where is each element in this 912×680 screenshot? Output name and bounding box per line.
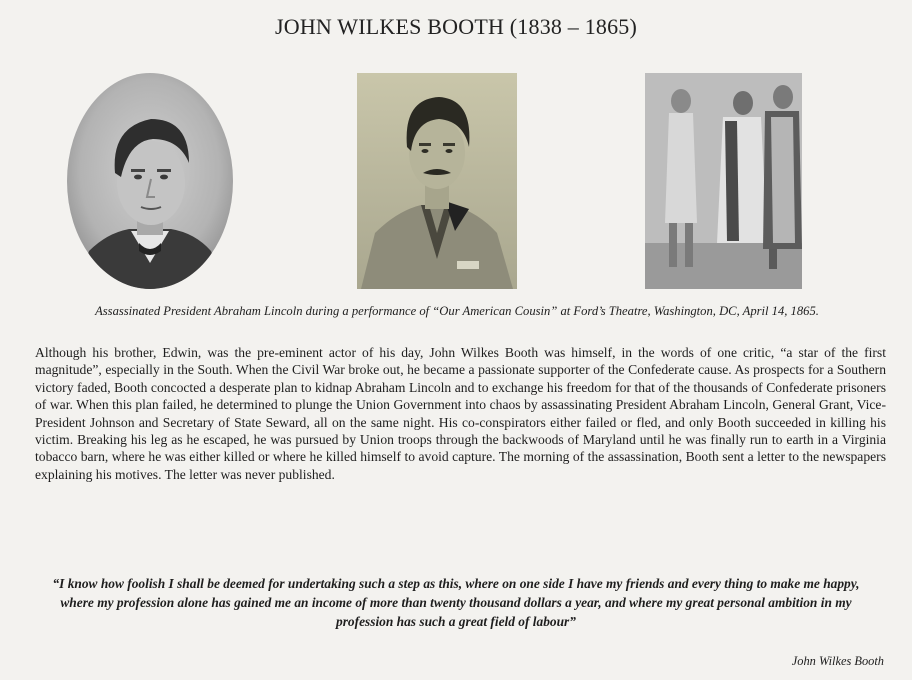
- oval-portrait-photo: [67, 73, 233, 289]
- biography-paragraph: Although his brother, Edwin, was the pre-eminent actor of his day, John Wilkes Booth was himself, in the words of one critic, “a star of the first magnitude”, especially in the South. When the Civil War broke out, he became a passionate supporter of the Confederate cause. As prospects for a Southern victory faded, Booth concocted a desperate plan to kidnap Abraham Lincoln and to exchange his freedom for that of the thousands of Confederate prisoners of war. When this plan failed, he determined to plunge the Union Government into chaos by assassinating President Abraham Lincoln, General Grant, Vice-President Johnson and Secretary of State Seward, all on the same night. His co-conspirators either failed or fled, and only Booth succeeded in killing his victim. Breaking his leg as he escaped, he was pursued by Union troops through the backwoods of Maryland until he was finally run to earth in a Virginia tobacco barn, where he was either killed or where he killed himself to avoid capture. The morning of the assassination, Booth sent a letter to the newspapers explaining his motives. The letter was never published.: [35, 345, 886, 482]
- page-title: JOHN WILKES BOOTH (1838 – 1865): [274, 14, 638, 39]
- oval-portrait-image: [67, 73, 233, 289]
- photo-caption: Assassinated President Abraham Lincoln during a performance of “Our American Cousin” at Ford’s Theatre, Washington, DC, April 14, 1865.: [95, 304, 819, 318]
- quote-attribution: John Wilkes Booth: [791, 654, 884, 668]
- seated-portrait-image: [357, 73, 517, 289]
- group-costume-photo: [645, 73, 802, 289]
- seated-portrait-photo: [357, 73, 517, 289]
- booth-quote: “I know how foolish I shall be deemed for undertaking such a step as this, where on one side I have my friends and every thing to make me happy, where my profession alone has gained me an income of more than twenty thousand dollars a year, and where my great personal ambition in my profession has such a great field of labour”: [52, 576, 860, 629]
- group-costume-image: [645, 73, 802, 289]
